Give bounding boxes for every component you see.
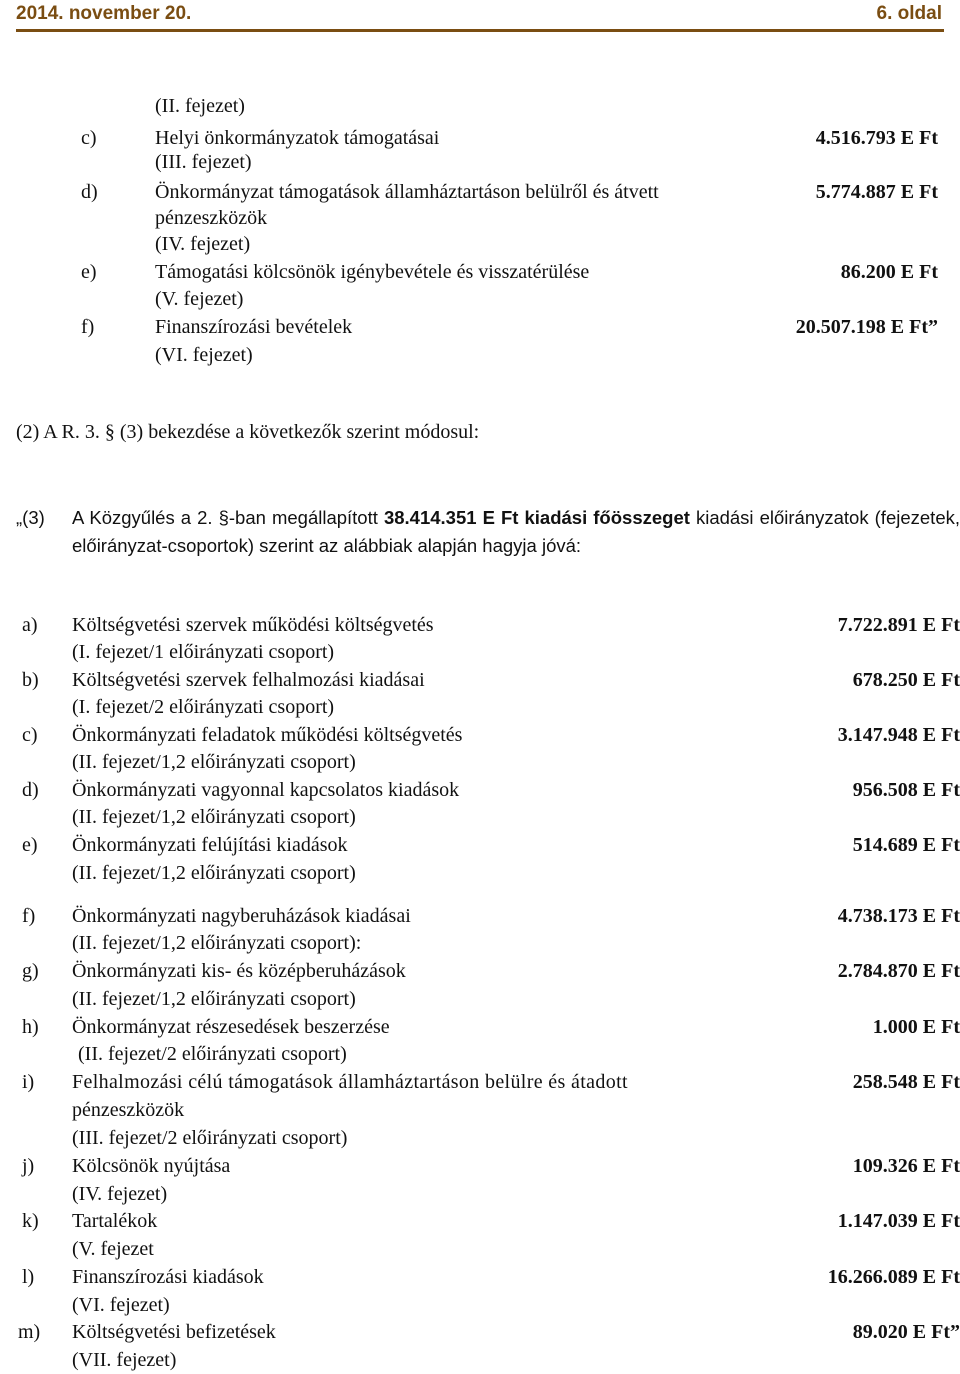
list-item-chapter: (III. fejezet/2 előirányzati csoport) <box>72 1127 348 1149</box>
top-item-e-letter: e) <box>81 261 97 283</box>
list-item-letter: b) <box>22 669 39 691</box>
list-item-amount: 3.147.948 E Ft <box>837 724 960 746</box>
list-item-label: Finanszírozási kiadások <box>72 1266 264 1288</box>
list-item-label: Költségvetési szervek felhalmozási kiadásai <box>72 669 425 691</box>
list-item-chapter: (II. fejezet/2 előirányzati csoport) <box>78 1043 347 1065</box>
top-item-d-letter: d) <box>81 181 98 203</box>
list-item-amount: 89.020 E Ft” <box>852 1321 960 1343</box>
list-item-amount: 1.147.039 E Ft <box>837 1210 960 1232</box>
top-list-lead-chapter: (II. fejezet) <box>155 95 245 117</box>
list-item-label: Önkormányzati feladatok működési költségvetés <box>72 724 463 746</box>
para-3-text <box>72 504 960 560</box>
list-item-letter: f) <box>22 905 36 927</box>
header-page-number: 6. oldal <box>876 3 942 24</box>
header-date: 2014. november 20. <box>16 3 192 24</box>
top-item-c-amount: 4.516.793 E Ft <box>815 127 938 149</box>
list-item-letter: a) <box>22 614 38 636</box>
list-item-amount: 514.689 E Ft <box>852 834 960 856</box>
list-item-amount: 678.250 E Ft <box>852 669 960 691</box>
list-item-label: Felhalmozási célú támogatások államháztartáson belülre és átadott <box>72 1071 628 1093</box>
list-item-letter: e) <box>22 834 38 856</box>
list-item-amount: 956.508 E Ft <box>852 779 960 801</box>
top-item-d-label: Önkormányzat támogatások államháztartáson belülről és átvett <box>155 181 659 203</box>
para-3-total-amount: 38.414.351 E Ft kiadási főösszeget <box>383 507 690 528</box>
top-item-e-chapter: (V. fejezet) <box>155 288 244 310</box>
list-item-label-cont: pénzeszközök <box>72 1099 185 1121</box>
list-item-letter: j) <box>22 1155 35 1177</box>
list-item-amount: 1.000 E Ft <box>872 1016 960 1038</box>
top-item-d-label-cont: pénzeszközök <box>155 207 268 229</box>
list-item-label: Önkormányzati kis- és középberuházások <box>72 960 406 982</box>
list-item-chapter: (I. fejezet/1 előirányzati csoport) <box>72 641 335 663</box>
list-item-letter: i) <box>22 1071 35 1093</box>
list-item-chapter: (IV. fejezet) <box>72 1183 168 1205</box>
list-item-letter: h) <box>22 1016 39 1038</box>
top-item-d-amount: 5.774.887 E Ft <box>815 181 938 203</box>
top-item-d-chapter: (IV. fejezet) <box>155 233 251 255</box>
page-header <box>16 0 944 28</box>
list-item-chapter: (V. fejezet <box>72 1238 154 1260</box>
list-item-label: Kölcsönök nyújtása <box>72 1155 231 1177</box>
top-item-f-amount: 20.507.198 E Ft” <box>795 316 938 338</box>
list-item-chapter: (II. fejezet/1,2 előirányzati csoport) <box>72 806 356 828</box>
section-2-heading: (2) A R. 3. § (3) bekezdése a következők szerint módosul: <box>16 421 480 443</box>
top-item-e-label: Támogatási kölcsönök igénybevétele és visszatérülése <box>155 261 590 283</box>
list-item-chapter: (VI. fejezet) <box>72 1294 170 1316</box>
list-item-chapter: (II. fejezet/1,2 előirányzati csoport) <box>72 988 356 1010</box>
top-item-f-label: Finanszírozási bevételek <box>155 316 353 338</box>
header-divider <box>16 29 944 32</box>
list-item-label: Költségvetési szervek működési költségvetés <box>72 614 434 636</box>
list-item-letter: m) <box>18 1321 41 1343</box>
top-item-c-chapter: (III. fejezet) <box>155 151 252 173</box>
list-item-letter: k) <box>22 1210 39 1232</box>
para-3-number: „(3) <box>16 507 45 528</box>
list-item-amount: 258.548 E Ft <box>852 1071 960 1093</box>
list-item-label: Önkormányzati nagyberuházások kiadásai <box>72 905 411 927</box>
list-item-letter: g) <box>22 960 39 982</box>
list-item-chapter: (II. fejezet/1,2 előirányzati csoport) <box>72 751 356 773</box>
list-item-label: Önkormányzati vagyonnal kapcsolatos kiadások <box>72 779 460 801</box>
list-item-letter: d) <box>22 779 39 801</box>
list-item-label: Önkormányzat részesedések beszerzése <box>72 1016 390 1038</box>
list-item-amount: 4.738.173 E Ft <box>837 905 960 927</box>
list-item-amount: 16.266.089 E Ft <box>827 1266 960 1288</box>
list-item-label: Költségvetési befizetések <box>72 1321 276 1343</box>
list-item-amount: 2.784.870 E Ft <box>837 960 960 982</box>
top-item-c-label: Helyi önkormányzatok támogatásai <box>155 127 440 149</box>
list-item-chapter: (I. fejezet/2 előirányzati csoport) <box>72 696 335 718</box>
list-item-chapter: (II. fejezet/1,2 előirányzati csoport) <box>72 862 356 884</box>
top-item-e-amount: 86.200 E Ft <box>840 261 938 283</box>
list-item-amount: 7.722.891 E Ft <box>837 614 960 636</box>
para-3-text-post: kiadási előirányzatok (fejezetek, előirányzat-csoportok) szerint az alábbiak alapján hagyja jóvá: <box>72 507 960 556</box>
para-3-text-pre: A Közgyűlés a 2. §-ban megállapított <box>72 507 384 528</box>
list-item-letter: c) <box>22 724 38 746</box>
top-item-c-letter: c) <box>81 127 97 149</box>
top-item-f-chapter: (VI. fejezet) <box>155 344 253 366</box>
list-item-letter: l) <box>22 1266 35 1288</box>
top-item-f-letter: f) <box>81 316 95 338</box>
list-item-chapter: (II. fejezet/1,2 előirányzati csoport): <box>72 932 362 954</box>
list-item-chapter: (VII. fejezet) <box>72 1349 177 1371</box>
list-item-amount: 109.326 E Ft <box>852 1155 960 1177</box>
list-item-label: Önkormányzati felújítási kiadások <box>72 834 348 856</box>
list-item-label: Tartalékok <box>72 1210 158 1232</box>
